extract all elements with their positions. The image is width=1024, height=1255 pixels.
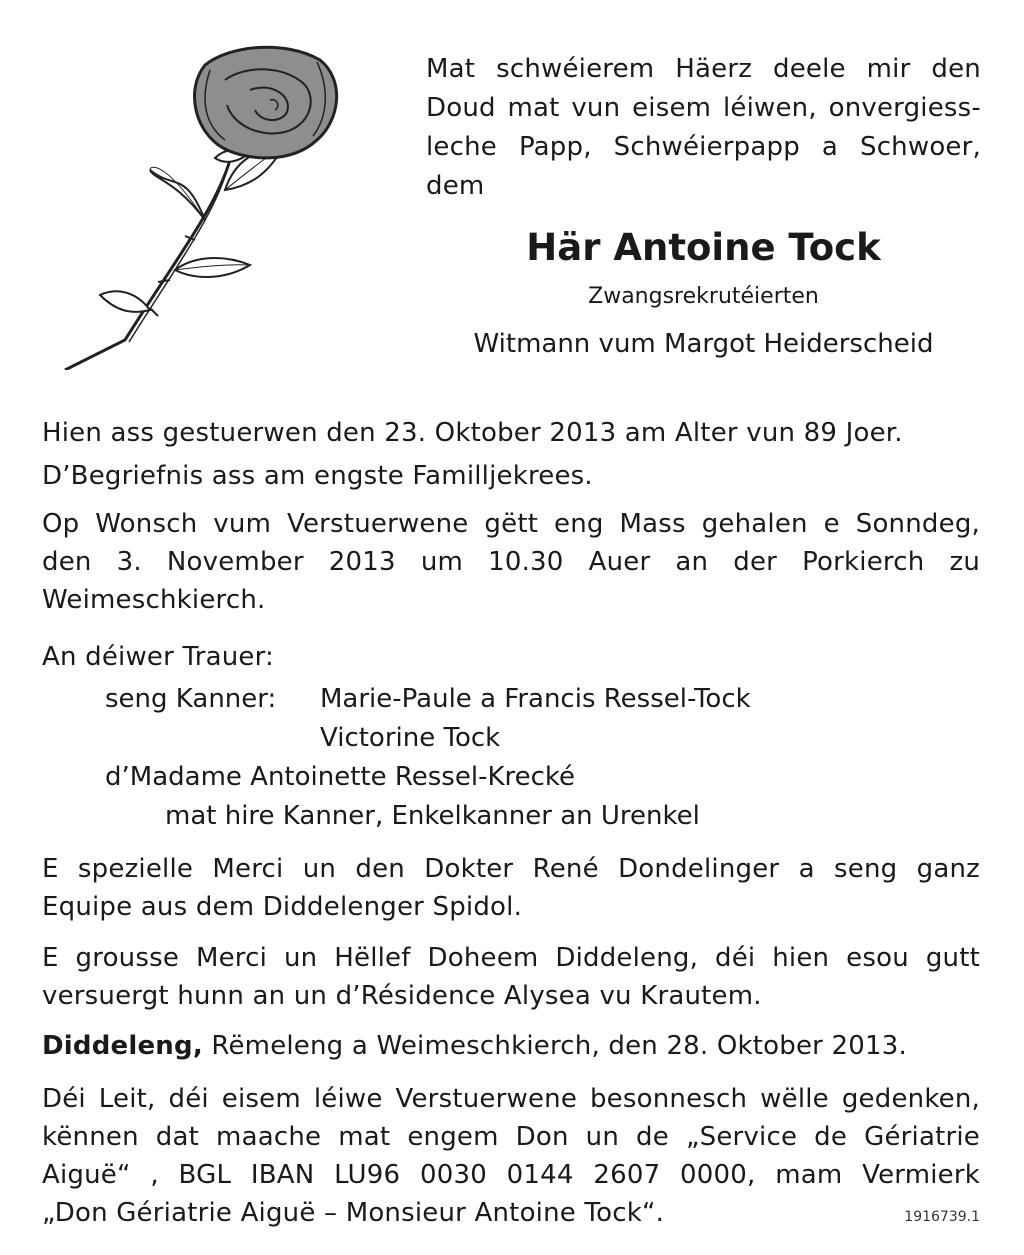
- funeral-paragraph: [42, 457, 980, 495]
- place-date-line: [42, 1027, 980, 1065]
- place-date-rest: Rëmeleng a Weimeschkierch, den 28. Oktober 2013.: [202, 1031, 907, 1061]
- thanks-line: versuergt hunn an un d’Résidence Alysea vu Krautem.: [42, 981, 762, 1011]
- mourners-heading-text: An déiwer Trauer:: [42, 642, 275, 672]
- donation-line: Déi Leit, déi eisem léiwe Verstuerwene besonnesch wëlle gedenken,: [42, 1084, 980, 1114]
- donation-line: kënnen dat maache mat engem Don un de „Service de Gériatrie: [42, 1122, 980, 1152]
- mass-line: Weimeschkierch.: [42, 585, 266, 615]
- intro-text: [426, 50, 981, 206]
- place-bold: Diddeleng,: [42, 1031, 203, 1061]
- mourner-family: mat hire Kanner, Enkelkanner an Urenkel: [165, 801, 700, 831]
- deceased-name: Här Antoine Tock: [526, 226, 881, 269]
- child-name: Marie-Paule a Francis Ressel-Tock: [320, 684, 751, 714]
- mourners-heading: [42, 638, 980, 676]
- mass-line: Op Wonsch vum Verstuerwene gëtt eng Mass gehalen e Sonndeg,: [42, 509, 980, 539]
- intro-line: dem: [426, 171, 485, 201]
- deceased-widower-line: Witmann vum Margot Heiderscheid: [473, 329, 934, 359]
- intro-line: leche Papp, Schwéierpapp a Schwoer,: [426, 132, 981, 162]
- intro-line: Doud mat vun eisem léiwen, onvergiess-: [426, 93, 981, 123]
- death-date-text: Hien ass gestuerwen den 23. Oktober 2013 am Alter vun 89 Joer.: [42, 418, 903, 448]
- thanks-line: E grousse Merci un Hëllef Doheem Diddeleng, déi hien esou gutt: [42, 943, 980, 973]
- donation-paragraph: [42, 1080, 980, 1232]
- intro-line: Mat schwéierem Häerz deele mir den: [426, 54, 981, 84]
- funeral-text: D’Begriefnis ass am engste Familljekrees.: [42, 461, 593, 491]
- donation-line: „Don Gériatrie Aiguë – Monsieur Antoine Tock“.: [42, 1198, 665, 1228]
- thanks-help-paragraph: [42, 939, 980, 1015]
- mass-line: den 3. November 2013 um 10.30 Auer an der Porkierch zu: [42, 547, 980, 577]
- thanks-line: E spezielle Merci un den Dokter René Dondelinger a seng ganz: [42, 854, 980, 884]
- donation-line: Aiguë“ , BGL IBAN LU96 0030 0144 2607 0000, mam Vermierk: [42, 1160, 980, 1190]
- death-date-paragraph: [42, 414, 980, 452]
- children-label: seng Kanner:: [105, 684, 277, 714]
- deceased-subtitle: Zwangsrekrutéierten: [588, 284, 819, 309]
- thanks-doctor-paragraph: [42, 850, 980, 926]
- thanks-line: Equipe aus dem Diddelenger Spidol.: [42, 892, 523, 922]
- mass-paragraph: [42, 505, 980, 619]
- mourner-madame: d’Madame Antoinette Ressel-Krecké: [105, 762, 576, 792]
- reference-number: 1916739.1: [904, 1209, 980, 1225]
- child-name: Victorine Tock: [320, 723, 501, 753]
- rose-icon: [55, 40, 355, 370]
